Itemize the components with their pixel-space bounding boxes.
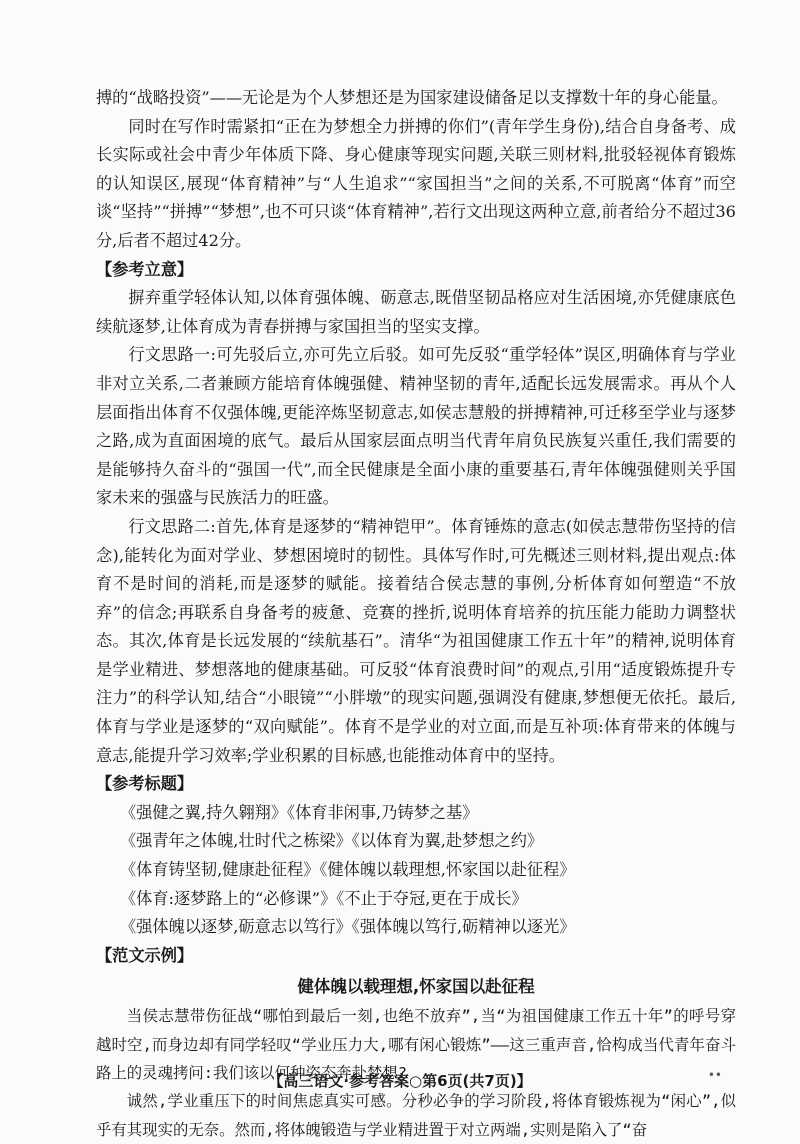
section-heading-sample: 【范文示例】	[96, 945, 194, 965]
page-content	[96, 84, 736, 1144]
paragraph: 摒弃重学轻体认知,以体育强体魄、砺意志,既借坚韧品格应对生活困境,亦凭健康底色续航逐梦,让体育成为青春拼搏与家国担当的坚实支撑。	[96, 288, 736, 336]
paragraph: 行文思路一:可先驳后立,亦可先立后驳。如可先反驳“重学轻体”误区,明确体育与学业非对立关系,二者兼顾方能培育体魄强健、精神坚韧的青年,适配长远发展需求。再从个人层面指出体育不仅强体魄,更能淬炼坚韧意志,如侯志慧般的拼搏精神,可迁移至学业与逐梦之路,成为直面困境的底气。最后从国家层面点明当代青年肩负民族复兴重任,我们需要的是能够持久奋斗的“强国一代”,而全民健康是全面小康的重要基石,青年体魄强健则关乎国家未来的强盛与民族活力的旺盛。	[96, 345, 736, 508]
paragraph: 当侯志慧带伤征战“哪怕到最后一刻,也绝不放弃”,当“为祖国健康工作五十年”的呼号穿越时空,而身边却有同学轻叹“学业压力大,哪有闲心锻炼”——这三重声音,恰构成当代青年奋斗路上的灵魂拷问:我们该以何种姿态奔赴梦想?	[96, 1007, 736, 1082]
paragraph: 行文思路二:首先,体育是逐梦的“精神铠甲”。体育锤炼的意志(如侯志慧带伤坚持的信念),能转化为面对学业、梦想困境时的韧性。具体写作时,可先概述三则材料,提出观点:体育不是时间的消耗,而是逐梦的赋能。接着结合侯志慧的事例,分析体育如何塑造“不放弃”的信念;再联系自身备考的疲惫、竞赛的挫折,说明体育培养的抗压能力能助力调整状态。其次,体育是长远发展的“续航基石”。清华“为祖国健康工作五十年”的精神,说明体育是学业精进、梦想落地的健康基础。可反驳“体育浪费时间”的观点,引用“适度锻炼提升专注力”的科学认知,结合“小眼镜”“小胖墩”的现实问题,强调没有健康,梦想便无依托。最后,体育与学业是逐梦的“双向赋能”。体育不是学业的对立面,而是互补项:体育带来的体魄与意志,能提升学习效率;学业积累的目标感,也能推动体育中的坚持。	[96, 516, 736, 765]
list-item: 《体育铸坚韧,健康赴征程》《健体魄以载理想,怀家国以赴征程》	[120, 860, 576, 880]
section-heading-idea: 【参考立意】	[96, 259, 194, 279]
page-footer: 【高三语文·参考答案○第6页(共7页)】	[268, 1072, 532, 1090]
corner-mark: ••	[707, 1068, 722, 1082]
paragraph: 搏的“战略投资”——无论是为个人梦想还是为国家建设储备足以支撑数十年的身心能量。	[96, 88, 728, 107]
list-item: 《强体魄以逐梦,砺意志以笃行》《强体魄以笃行,砺精神以逐光》	[120, 917, 576, 937]
list-item: 《强健之翼,持久翱翔》《体育非闲事,乃铸梦之基》	[120, 802, 479, 822]
paragraph: 诚然,学业重压下的时间焦虑真实可感。分秒必争的学习阶段,将体育锻炼视为“闲心”,似乎有其现实的无奈。然而,将体魄锻造与学业精进置于对立两端,实则是陷入了“奋	[96, 1092, 736, 1139]
list-item: 《体育:逐梦路上的“必修课”》《不止于夺冠,更在于成长》	[120, 888, 528, 908]
section-heading-titles: 【参考标题】	[96, 774, 194, 794]
title-list	[96, 799, 736, 942]
paragraph: 同时在写作时需紧扣“正在为梦想全力拼搏的你们”(青年学生身份),结合自身备考、成长实际或社会中青少年体质下降、身心健康等现实问题,关联三则材料,批驳轻视体育锻炼的认知误区,展现“体育精神”与“人生追求”“家国担当”之间的关系,不可脱离“体育”而空谈“坚持”“拼搏”“梦想”,也不可只谈“体育精神”,若行文出现这两种立意,前者给分不超过36分,后者不超过42分。	[96, 116, 736, 250]
essay-title: 健体魄以载理想,怀家国以赴征程	[297, 977, 535, 997]
list-item: 《强青年之体魄,壮时代之栋梁》《以体育为翼,赴梦想之约》	[120, 831, 544, 851]
